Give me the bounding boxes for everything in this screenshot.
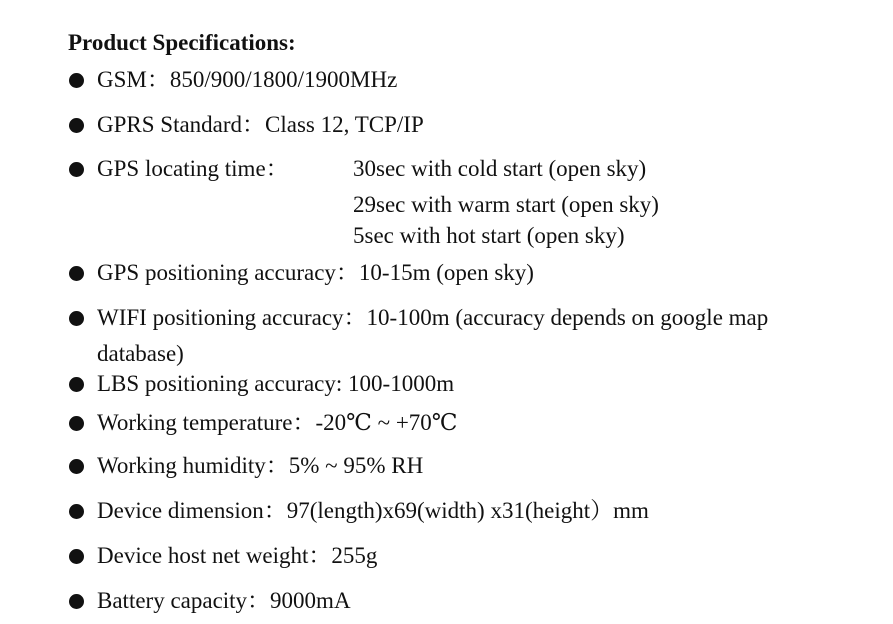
spec-gps-cold-start: 30sec with cold start (open sky) <box>353 156 647 181</box>
spec-net-weight: Device host net weight：255g <box>97 543 378 568</box>
spec-working-temperature: Working temperature：-20℃ ~ +70℃ <box>97 410 458 435</box>
spec-battery-capacity: Battery capacity：9000mA <box>97 588 351 613</box>
spec-gps-warm-start: 29sec with warm start (open sky) <box>353 192 659 217</box>
bullet-icon <box>69 549 84 564</box>
spec-wifi-accuracy-continuation: database) <box>97 341 184 366</box>
bullet-icon <box>69 416 84 431</box>
spec-device-dimension: Device dimension：97(length)x69(width) x31(height）mm <box>97 498 649 523</box>
spec-gsm: GSM：850/900/1800/1900MHz <box>97 67 398 92</box>
bullet-icon <box>69 594 84 609</box>
bullet-icon <box>69 504 84 519</box>
section-heading: Product Specifications: <box>68 30 296 55</box>
bullet-icon <box>69 311 84 326</box>
spec-lbs-accuracy: LBS positioning accuracy: 100-1000m <box>97 371 455 396</box>
bullet-icon <box>69 377 84 392</box>
spec-gps-locating-time: GPS locating time： <box>97 156 289 181</box>
spec-wifi-accuracy: WIFI positioning accuracy：10-100m (accuracy depends on google map <box>97 305 769 330</box>
spec-gprs-standard: GPRS Standard：Class 12, TCP/IP <box>97 112 424 137</box>
bullet-icon <box>69 73 84 88</box>
bullet-icon <box>69 459 84 474</box>
spec-gps-accuracy: GPS positioning accuracy：10-15m (open sky) <box>97 260 534 285</box>
spec-working-humidity: Working humidity：5% ~ 95% RH <box>97 453 424 478</box>
bullet-icon <box>69 118 84 133</box>
bullet-icon <box>69 266 84 281</box>
spec-gps-hot-start: 5sec with hot start (open sky) <box>353 223 625 248</box>
bullet-icon <box>69 162 84 177</box>
